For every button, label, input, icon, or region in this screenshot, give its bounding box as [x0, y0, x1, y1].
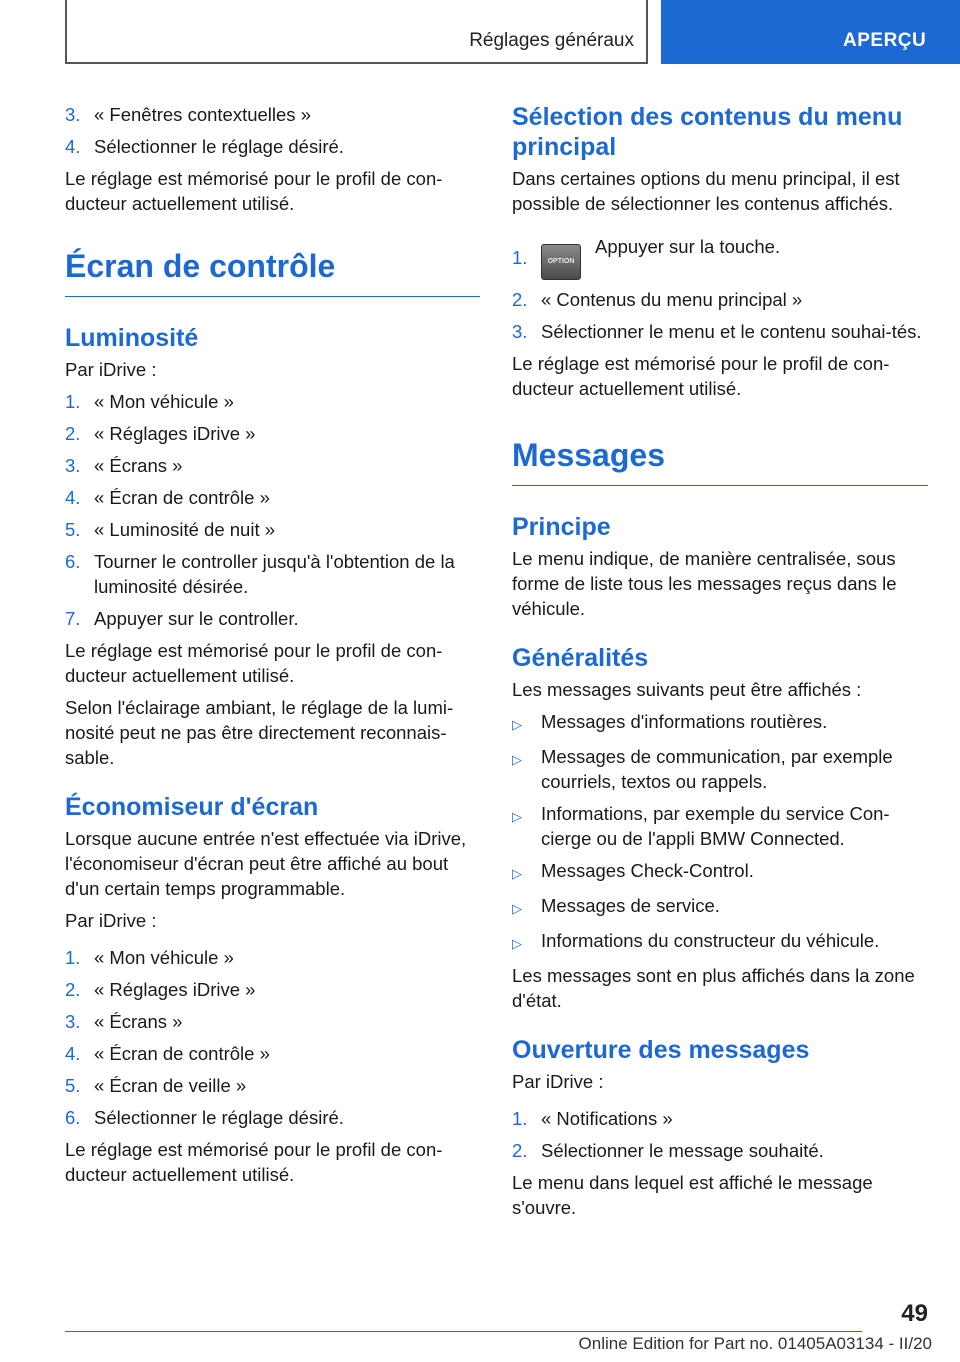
list-item: [65, 453, 480, 478]
heading-ouverture-messages: Ouverture des messages: [512, 1036, 810, 1064]
section-title-ecran-controle: Écran de contrôle: [65, 246, 480, 297]
step-text: « Écrans »: [94, 1011, 183, 1032]
step-text: « Écran de contrôle »: [94, 487, 270, 508]
selection-steps: [512, 234, 928, 344]
list-item: [65, 1041, 480, 1066]
step-text: « Contenus du menu principal »: [541, 289, 803, 310]
footer-divider: [65, 1331, 862, 1332]
footer-edition: Online Edition for Part no. 01405A03134 - II/20: [578, 1334, 932, 1353]
heading-generalites: Généralités: [512, 644, 649, 672]
list-item: [512, 801, 928, 851]
section-title-messages: Messages: [512, 435, 928, 486]
step-text: « Notifications »: [541, 1108, 673, 1129]
step-text: Tourner le controller jusqu'à l'obtention de la luminosité désirée.: [94, 551, 455, 597]
step-number: 1.: [65, 391, 81, 412]
heading-principe: Principe: [512, 513, 611, 541]
list-item: [65, 977, 480, 1002]
economiseur-steps: [65, 945, 480, 1130]
step-number: 3.: [65, 104, 81, 125]
step-number: 3.: [512, 321, 528, 342]
list-item: [512, 1106, 928, 1131]
list-item: [512, 893, 928, 921]
list-item: [65, 517, 480, 542]
triangle-bullet-icon: ▷: [512, 717, 522, 732]
step-number: 1.: [65, 947, 81, 968]
list-item: [65, 1105, 480, 1130]
economiseur-body: Lorsque aucune entrée n'est effectuée via iDrive, l'économiseur d'écran peut être affiché au bout d'un certain temps programmable.: [65, 828, 467, 899]
bullet-text: Messages de service.: [541, 895, 720, 916]
step-text: Sélectionner le message souhaité.: [541, 1140, 824, 1161]
heading-selection-contenus: Sélection des contenus du menu principal: [512, 103, 903, 161]
step-number: 6.: [65, 1107, 81, 1128]
ouverture-steps: [512, 1106, 928, 1163]
step-text: « Écran de veille »: [94, 1075, 247, 1096]
step-number: 4.: [65, 487, 81, 508]
step-number: 5.: [65, 519, 81, 540]
step-number: 4.: [65, 136, 81, 157]
selection-body: Dans certaines options du menu principal, il est possible de sélectionner les contenus affichés.: [512, 168, 900, 214]
step-text: Appuyer sur le controller.: [94, 608, 299, 629]
list-item: [512, 1138, 928, 1163]
list-item: [65, 549, 480, 599]
step-number: 2.: [65, 979, 81, 1000]
list-item: [512, 858, 928, 886]
step-number: 3.: [65, 1011, 81, 1032]
luminosite-lead: Par iDrive :: [65, 359, 157, 380]
step-number: 7.: [65, 608, 81, 629]
step-number: 5.: [65, 1075, 81, 1096]
bullet-text: Messages Check-Control.: [541, 860, 754, 881]
generalites-bullets: [512, 709, 928, 956]
step-text: « Mon véhicule »: [94, 947, 234, 968]
triangle-bullet-icon: ▷: [512, 752, 522, 767]
step-text: « Réglages iDrive »: [94, 979, 256, 1000]
luminosite-note-ambient: Selon l'éclairage ambiant, le réglage de la lumi-nosité peut ne pas être directement reconnais-sable.: [65, 697, 454, 768]
heading-economiseur: Économiseur d'écran: [65, 793, 319, 821]
bullet-text: Messages de communication, par exemple courriels, textos ou rappels.: [541, 746, 893, 792]
step-number: 4.: [65, 1043, 81, 1064]
step-text: « Fenêtres contextuelles »: [94, 104, 311, 125]
heading-luminosite: Luminosité: [65, 324, 199, 352]
step-number: 3.: [65, 455, 81, 476]
intro-list: [65, 102, 480, 159]
header-section-title: Réglages généraux: [469, 30, 634, 51]
header-section-tab: [65, 0, 648, 64]
list-item: [512, 709, 928, 737]
right-column: [512, 102, 928, 1227]
step-text: « Luminosité de nuit »: [94, 519, 276, 540]
luminosite-steps: [65, 389, 480, 631]
header-tab-apercu[interactable]: APERÇU: [843, 30, 927, 51]
step-text: Sélectionner le réglage désiré.: [94, 1107, 344, 1128]
step-text: « Mon véhicule »: [94, 391, 234, 412]
step-text: « Écrans »: [94, 455, 183, 476]
generalites-lead: Les messages suivants peut être affichés :: [512, 679, 862, 700]
ouverture-note: Le menu dans lequel est affiché le message s'ouvre.: [512, 1172, 873, 1218]
economiseur-lead: Par iDrive :: [65, 910, 157, 931]
left-column: [65, 102, 480, 1194]
selection-note: Le réglage est mémorisé pour le profil de con-ducteur actuellement utilisé.: [512, 353, 890, 399]
step-text: Sélectionner le menu et le contenu souhai-tés.: [541, 321, 922, 342]
list-item: [512, 744, 928, 794]
triangle-bullet-icon: ▷: [512, 901, 522, 916]
list-item: [65, 485, 480, 510]
bullet-text: Informations, par exemple du service Con-cierge ou de l'appli BMW Connected.: [541, 803, 890, 849]
bullet-text: Informations du constructeur du véhicule.: [541, 930, 880, 951]
list-item: [65, 1073, 480, 1098]
step-text: [541, 234, 928, 280]
list-item: [512, 319, 928, 344]
list-item: [65, 606, 480, 631]
step-number: 2.: [512, 1140, 528, 1161]
list-item: [65, 102, 480, 127]
step-number: 1.: [512, 1108, 528, 1129]
step-number: 1.: [512, 246, 528, 268]
list-item: [65, 134, 480, 159]
step-text: Sélectionner le réglage désiré.: [94, 136, 344, 157]
step-number: 6.: [65, 551, 81, 572]
list-item: [512, 928, 928, 956]
list-item: [65, 945, 480, 970]
step-text: « Réglages iDrive »: [94, 423, 256, 444]
ouverture-lead: Par iDrive :: [512, 1071, 604, 1092]
option-button-icon: OPTION: [541, 244, 581, 280]
page-number: 49: [901, 1300, 928, 1327]
list-item: [65, 389, 480, 414]
luminosite-note: Le réglage est mémorisé pour le profil de con-ducteur actuellement utilisé.: [65, 640, 443, 686]
principe-body: Le menu indique, de manière centralisée, sous forme de liste tous les messages reçus dans le véhicule.: [512, 548, 897, 619]
step-text: « Écran de contrôle »: [94, 1043, 270, 1064]
step-number: 2.: [512, 289, 528, 310]
list-item: [512, 234, 928, 280]
economiseur-note: Le réglage est mémorisé pour le profil de con-ducteur actuellement utilisé.: [65, 1139, 443, 1185]
bullet-text: Messages d'informations routières.: [541, 711, 828, 732]
triangle-bullet-icon: ▷: [512, 936, 522, 951]
list-item: [65, 421, 480, 446]
triangle-bullet-icon: ▷: [512, 866, 522, 881]
step-number: 2.: [65, 423, 81, 444]
list-item: [65, 1009, 480, 1034]
step-text-label: Appuyer sur la touche.: [595, 236, 781, 257]
generalites-note: Les messages sont en plus affichés dans la zone d'état.: [512, 965, 915, 1011]
list-item: [512, 287, 928, 312]
intro-note: Le réglage est mémorisé pour le profil de con-ducteur actuellement utilisé.: [65, 168, 443, 214]
triangle-bullet-icon: ▷: [512, 809, 522, 824]
